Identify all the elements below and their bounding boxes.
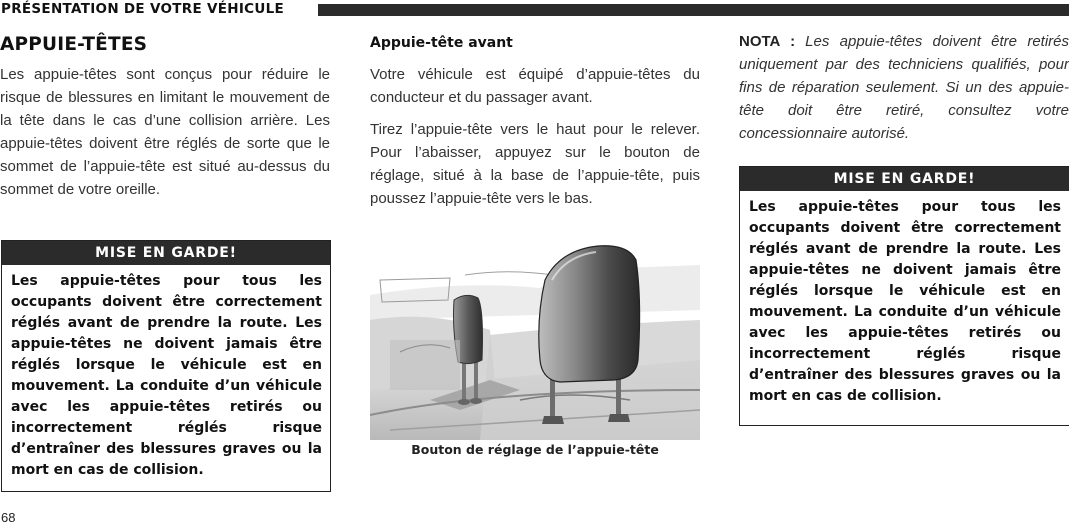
column-3 [739,30,1069,145]
headrest-figure [370,240,700,440]
warning-box-left [1,240,331,492]
warning-box-right [739,166,1069,426]
header-title: PRÉSENTATION DE VOTRE VÉHICULE [1,1,285,17]
column-2 [370,30,700,219]
nota-label: NOTA : [739,33,796,50]
nota-note [739,30,1069,145]
paragraph-equipment: Votre véhicule est équipé d’appuie-têtes du conducteur et du passager avant. [370,66,700,106]
column-1 [0,30,330,210]
warning-text: Les appuie-têtes pour tous les occupants doivent être correctement réglés avant de prendre la route. Les appuie-têtes ne doivent jamais être réglés lorsque le véhicule est en mouvement. La conduite d’un véhicule avec les appuie-têtes retirés ou incorrectement réglés risque d’entraîner des blessures graves ou la mort en cas de collision. [11,273,322,478]
warning-text: Les appuie-têtes pour tous les occupants doivent être correctement réglés avant de prendre la route. Les appuie-têtes ne doivent jamais être réglés lorsque le véhicule est en mouvement. La conduite d’un véhicule avec les appuie-têtes retirés ou incorrectement réglés risque d’entraîner des blessures graves ou la mort en cas de collision. [749,199,1061,404]
subsection-title: Appuie-tête avant [370,35,513,51]
figure-caption: Bouton de réglage de l’appuie-tête [411,442,659,457]
header-rule [318,4,1069,16]
page-header [0,0,1069,20]
intro-paragraph: Les appuie-têtes sont conçus pour réduire le risque de blessures en limitant le mouvement de la tête dans le cas d’une collision arrière. Les appuie-têtes doivent être réglés de sorte que le sommet de l’appuie-tête est situé au-dessus du sommet de votre oreille. [0,66,330,198]
warning-heading: MISE EN GARDE! [2,241,330,265]
paragraph-adjustment: Tirez l’appuie-tête vers le haut pour le relever. Pour l’abaisser, appuyez sur le bouton de réglage, situé à la base de l’appuie-tête, puis poussez l’appuie-tête vers le bas. [370,121,700,207]
warning-heading: MISE EN GARDE! [740,167,1069,191]
headrest-illustration [370,240,700,440]
nota-text: Les appuie-têtes doivent être retirés uniquement par des techniciens qualifiés, pour fins de réparation seulement. Si un des appuie-tête doit être retiré, consultez votre concessionnaire autorisé. [739,33,1069,142]
page-number: 68 [1,510,16,525]
section-title: APPUIE-TÊTES [0,34,148,55]
